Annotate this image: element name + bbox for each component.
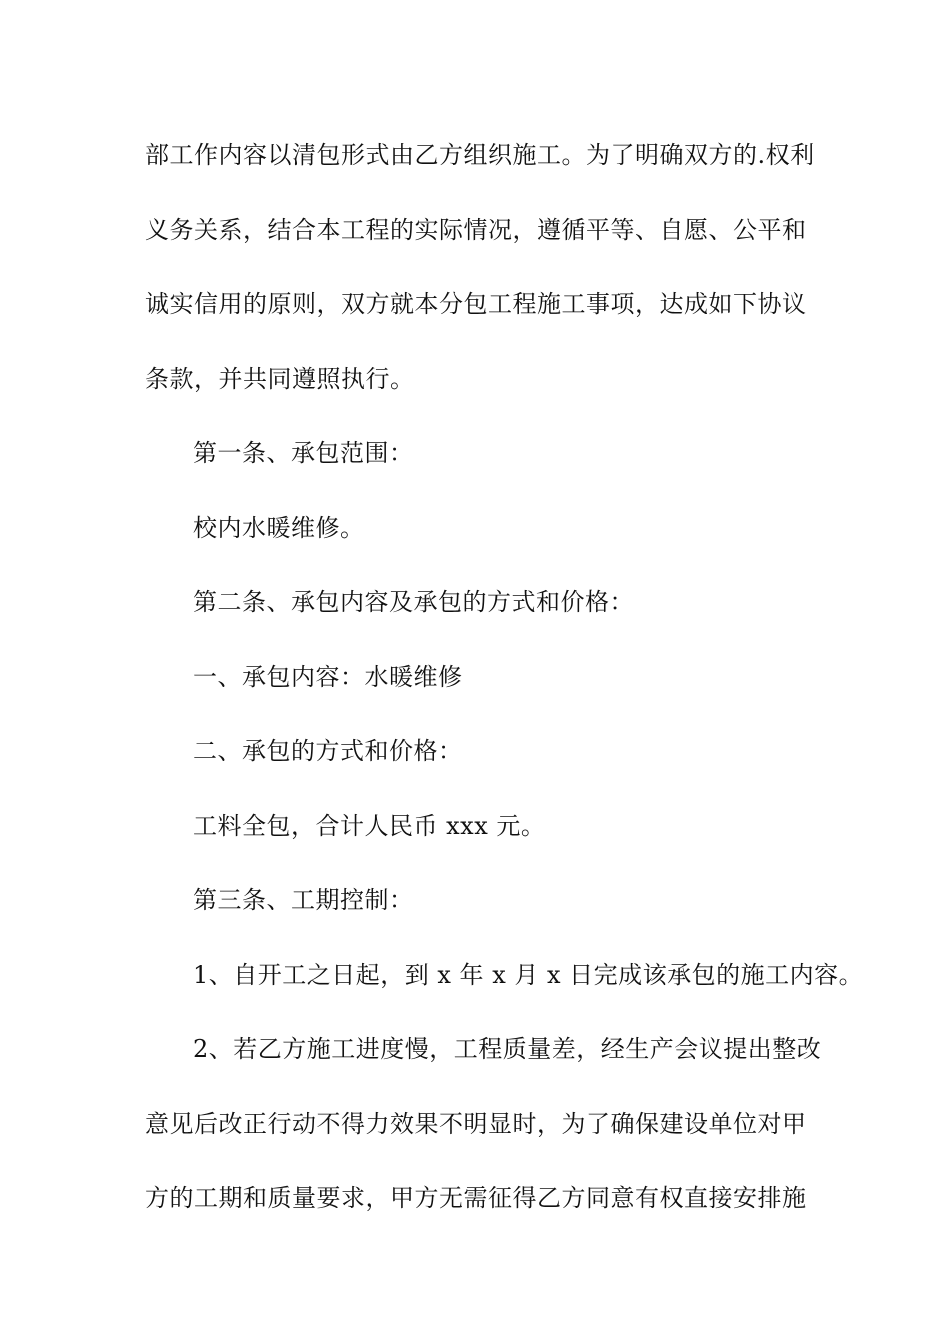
paragraph-line: 义务关系，结合本工程的实际情况，遵循平等、自愿、公平和: [145, 215, 807, 244]
section-heading: 第三条、工期控制：: [193, 886, 414, 914]
paragraph-line: 2、若乙方施工进度慢，工程质量差，经生产会议提出整改: [193, 1035, 822, 1063]
paragraph-line: 一、承包内容：水暖维修: [193, 662, 463, 691]
paragraph-line: 条款，并共同遵照执行。: [145, 364, 415, 393]
paragraph-line: 工料全包，合计人民币 xxx 元。: [193, 811, 546, 840]
document-body: [145, 129, 864, 1247]
paragraph-line: 诚实信用的原则，双方就本分包工程施工事项，达成如下协议: [145, 290, 807, 318]
paragraph-line: 1、自开工之日起，到 x 年 x 月 x 日完成该承包的施工内容。: [193, 960, 864, 989]
section-heading: 第一条、承包范围：: [193, 439, 414, 467]
section-heading: 第二条、承包内容及承包的方式和价格：: [193, 588, 634, 616]
paragraph-line: 意见后改正行动不得力效果不明显时，为了确保建设单位对甲: [145, 1109, 807, 1138]
paragraph-line: 校内水暖维修。: [193, 513, 365, 542]
paragraph-line: 部工作内容以清包形式由乙方组织施工。为了明确双方的.权利: [145, 141, 815, 169]
paragraph-line: 二、承包的方式和价格：: [193, 737, 463, 765]
paragraph-line: 方的工期和质量要求，甲方无需征得乙方同意有权直接安排施: [145, 1184, 807, 1212]
